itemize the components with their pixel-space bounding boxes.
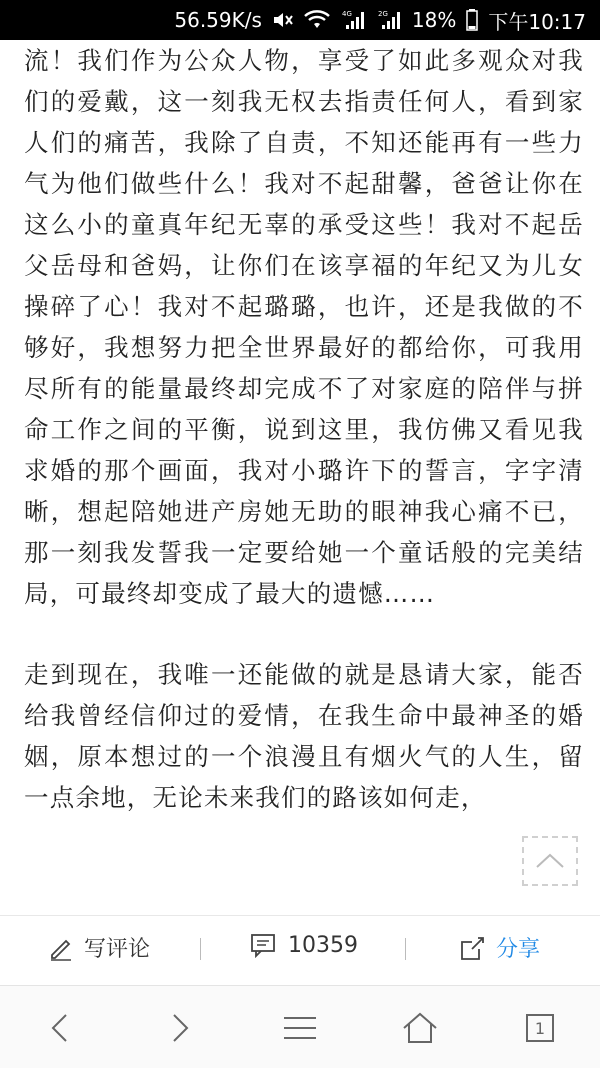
menu-icon: [282, 1013, 318, 1043]
share-icon: [458, 934, 486, 962]
write-comment-button[interactable]: [48, 932, 150, 963]
chevron-right-icon: [168, 1012, 192, 1044]
mute-icon: [272, 10, 294, 30]
clock: 下午10:17: [488, 9, 586, 34]
divider: [405, 938, 406, 960]
status-bar: [0, 0, 600, 40]
forward-button[interactable]: [160, 1008, 200, 1048]
chevron-left-icon: [48, 1012, 72, 1044]
menu-button[interactable]: [280, 1008, 320, 1048]
wifi-icon: [304, 10, 330, 30]
write-comment-label: 写评论: [84, 937, 151, 962]
battery-percent: 18%: [411, 8, 457, 32]
divider: [200, 938, 201, 960]
article-paragraph: 走到现在，我唯一还能做的就是恳请大家，能否给我曾经信仰过的爱情，在我生命中最神圣的婚姻，原本想过的一个浪漫且有烟火气的人生，留一点余地，无论未来我们的路该如何走，: [24, 660, 584, 812]
signal-2g-label: 2G: [377, 10, 388, 18]
tabs-button[interactable]: [520, 1008, 560, 1048]
comment-count: 10359: [288, 932, 358, 958]
back-button[interactable]: [40, 1008, 80, 1048]
tabs-icon: [524, 1012, 556, 1044]
share-label: 分享: [496, 937, 541, 962]
browser-toolbar: [0, 985, 600, 1068]
home-button[interactable]: [400, 1008, 440, 1048]
comment-count-button[interactable]: [250, 932, 358, 958]
battery-icon: [466, 9, 478, 31]
net-speed: 56.59K/s: [174, 8, 262, 32]
comment-bar: [0, 915, 600, 982]
share-button[interactable]: [458, 932, 540, 963]
signal-2g-icon: [376, 9, 402, 31]
comment-icon: [250, 932, 278, 958]
home-icon: [401, 1011, 439, 1045]
signal-4g-label: 4G: [341, 10, 352, 18]
article-body: [24, 40, 584, 910]
back-to-top-button[interactable]: [522, 836, 578, 886]
article-paragraph: 流！我们作为公众人物，享受了如此多观众对我们的爱戴，这一刻我无权去指责任何人，看到家人们的痛苦，我除了自责，不知还能再有一些力气为他们做些什么！我对不起甜馨，爸爸让你在这么小的童真年纪无辜的承受这些！我对不起岳父岳母和爸妈，让你们在该享福的年纪又为儿女操碎了心！我对不起璐璐，也许，还是我做的不够好，我想努力把全世界最好的都给你，可我用尽所有的能量最终却完成不了对家庭的陪伴与拼命工作之间的平衡，说到这里，我仿佛又看见我求婚的那个画面，我对小璐许下的誓言，字字清晰，想起陪她进产房她无助的眼神我心痛不已，那一刻我发誓我一定要给她一个童话般的完美结局，可最终却变成了最大的遗憾……: [24, 46, 584, 608]
chevron-up-icon: [533, 849, 567, 873]
pencil-icon: [48, 935, 74, 961]
tab-count: 1: [534, 1019, 546, 1038]
signal-4g-icon: [340, 9, 366, 31]
